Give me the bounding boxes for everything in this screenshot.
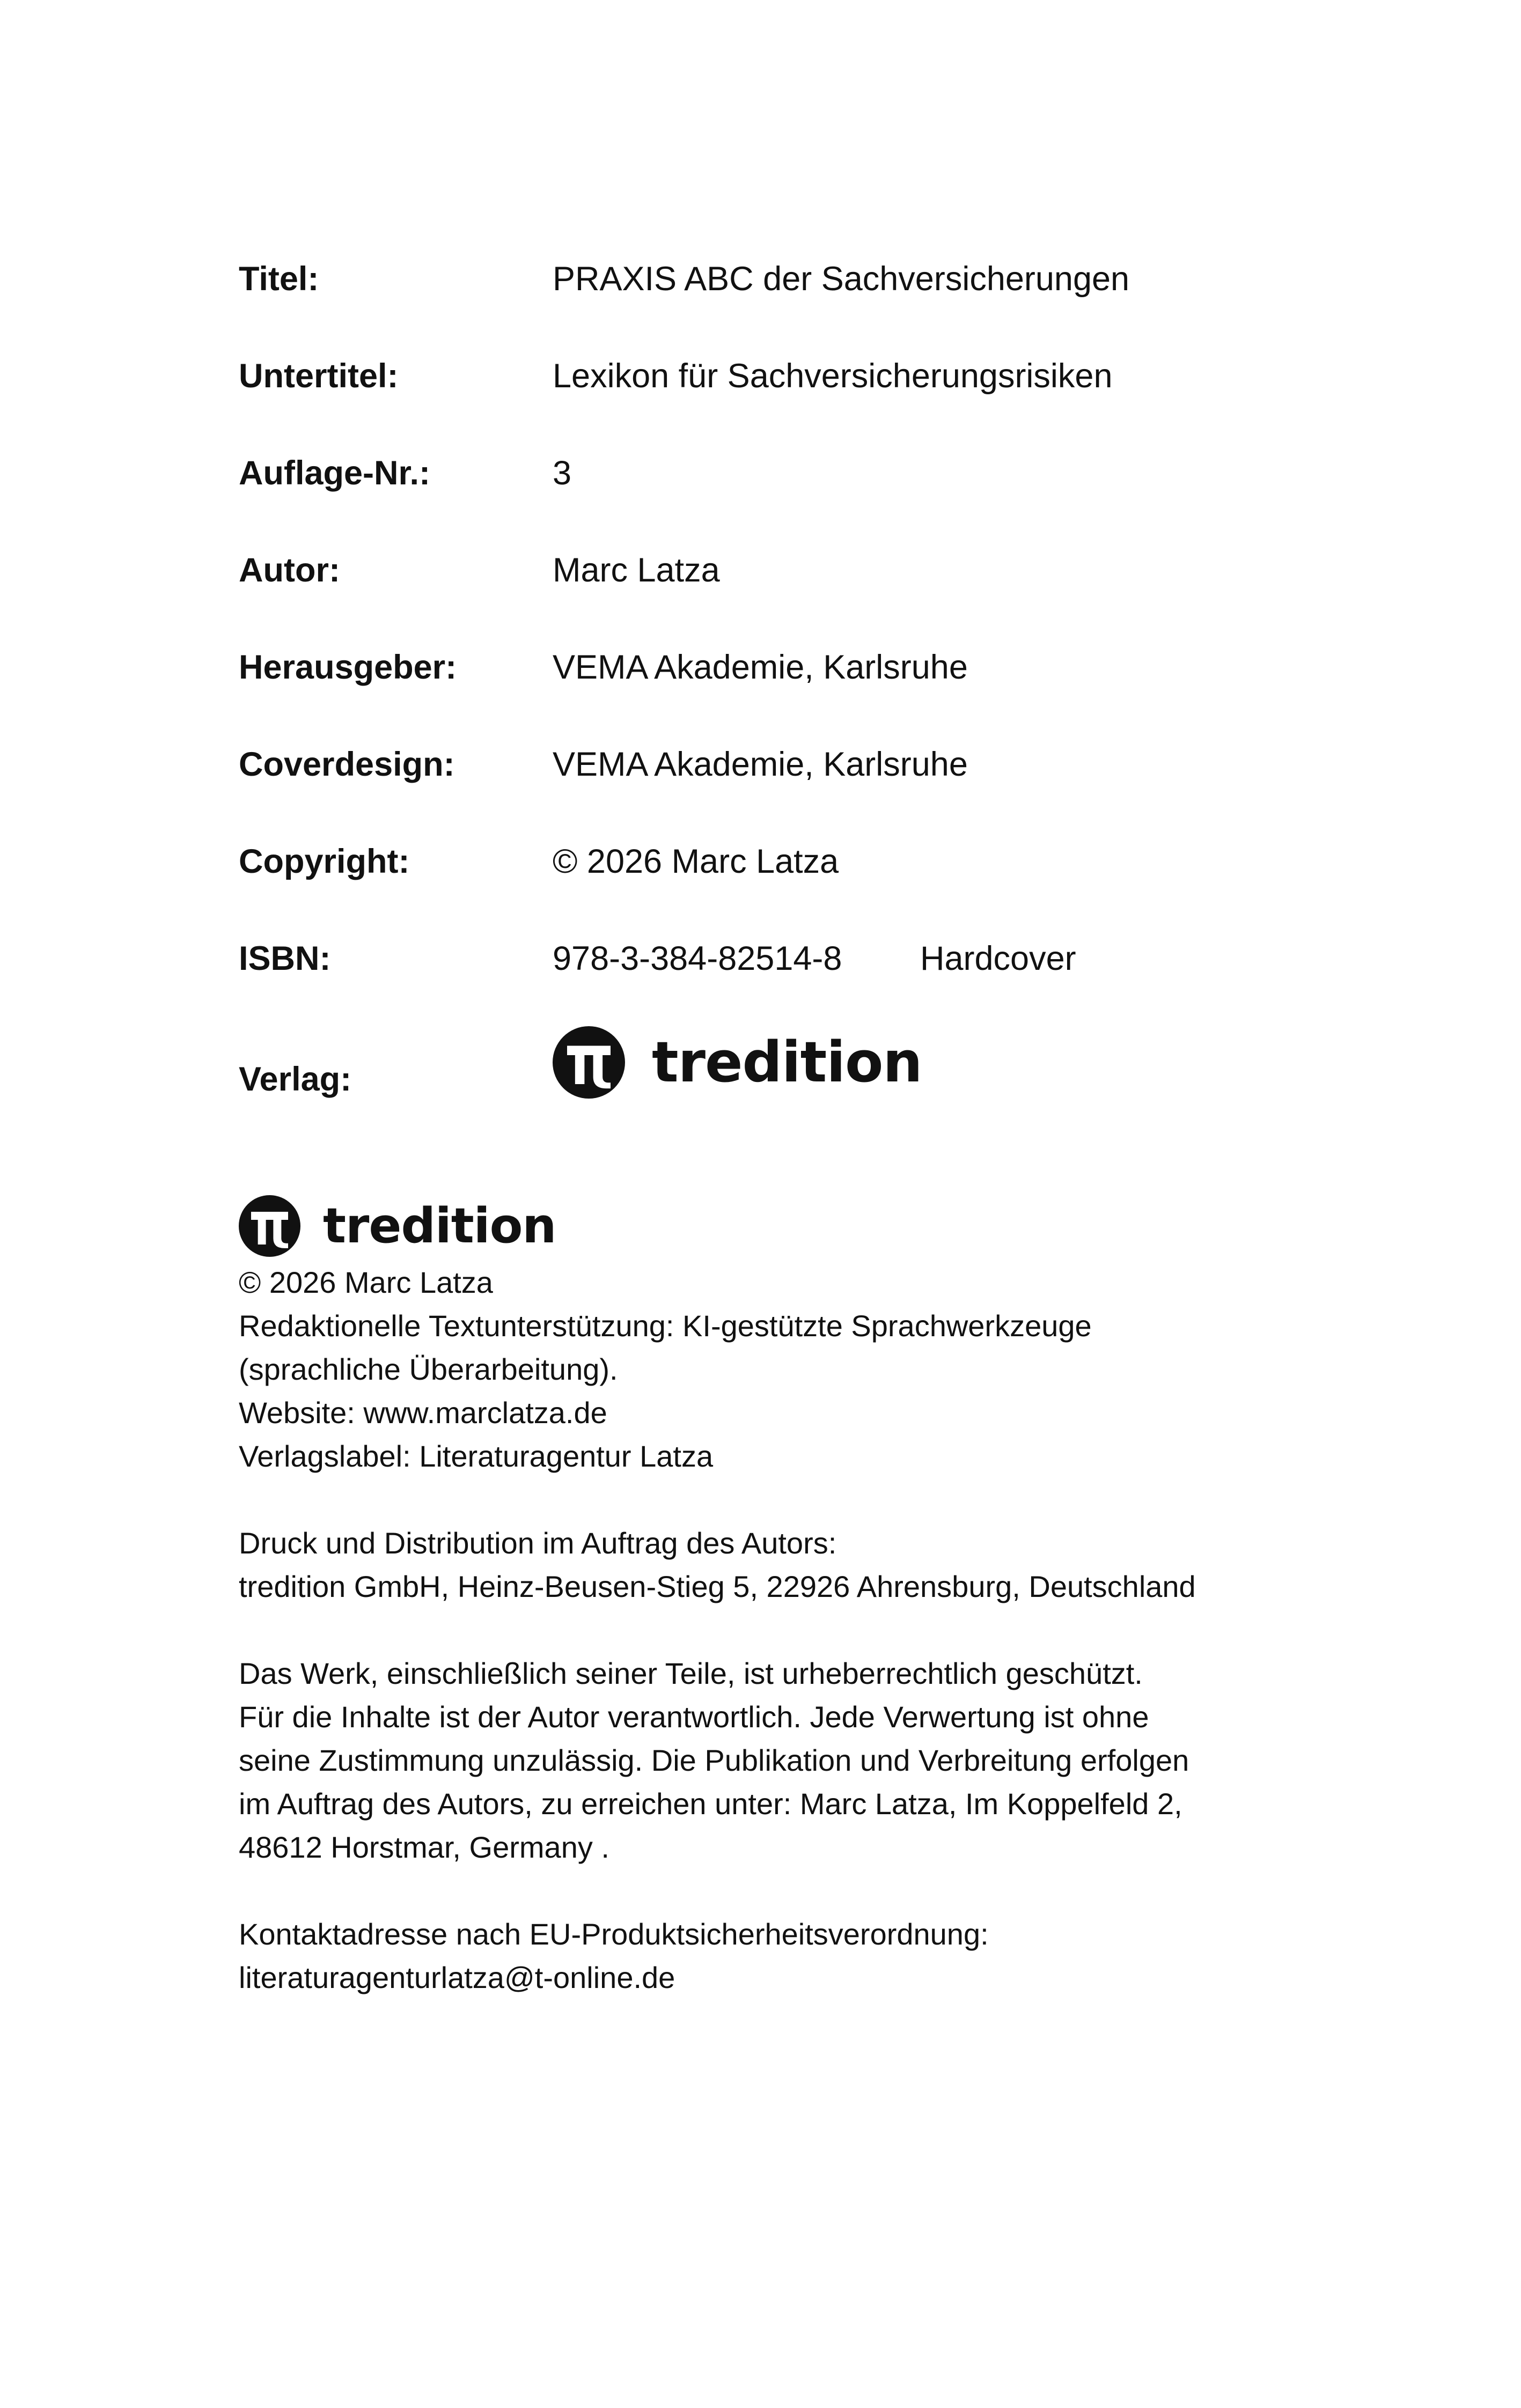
meta-row-author	[239, 541, 1312, 600]
imprint-line: Das Werk, einschließlich seiner Teile, ist urheberrechtlich geschützt.	[239, 1656, 1143, 1690]
imprint-contact-block	[239, 1912, 1312, 1999]
meta-value: 978-3-384-82514-8	[553, 940, 842, 977]
meta-value: Marc Latza	[553, 551, 720, 589]
meta-label: Verlag:	[239, 1061, 352, 1098]
meta-label: Copyright:	[239, 843, 410, 880]
imprint-line: Website: www.marclatza.de	[239, 1396, 607, 1430]
meta-label: Titel:	[239, 260, 319, 298]
imprint-line: im Auftrag des Autors, zu erreichen unter: Marc Latza, Im Koppelfeld 2,	[239, 1787, 1182, 1821]
meta-value: VEMA Akademie, Karlsruhe	[553, 649, 968, 686]
meta-value: PRAXIS ABC der Sachversicherungen	[553, 260, 1130, 298]
meta-binding-type: Hardcover	[920, 940, 1076, 977]
tredition-logo-icon	[553, 1026, 625, 1099]
imprint-line: Redaktionelle Textunterstützung: KI-gestützte Sprachwerkzeuge	[239, 1309, 1092, 1343]
meta-label: Coverdesign:	[239, 746, 455, 783]
meta-value: VEMA Akademie, Karlsruhe	[553, 746, 968, 783]
imprint-copyright-block	[239, 1261, 1312, 1478]
imprint-contact-email: literaturagenturlatza@t-online.de	[239, 1961, 675, 1994]
meta-label: Untertitel:	[239, 357, 399, 395]
meta-label: Autor:	[239, 551, 340, 589]
meta-row-editor	[239, 638, 1312, 697]
imprint-line: seine Zustimmung unzulässig. Die Publikation und Verbreitung erfolgen	[239, 1743, 1189, 1777]
imprint-line: Kontaktadresse nach EU-Produktsicherheitsverordnung:	[239, 1917, 989, 1951]
imprint-line: © 2026 Marc Latza	[239, 1265, 493, 1299]
meta-value: 3	[553, 454, 572, 492]
meta-label: Auflage-Nr.:	[239, 454, 431, 492]
meta-row-copyright	[239, 832, 1312, 891]
meta-label: ISBN:	[239, 940, 331, 977]
imprint-line: Druck und Distribution im Auftrag des Autors:	[239, 1526, 837, 1560]
meta-label: Herausgeber:	[239, 649, 457, 686]
imprint-line: Verlagslabel: Literaturagentur Latza	[239, 1439, 714, 1473]
imprint-line: Für die Inhalte ist der Autor verantwortlich. Jede Verwertung ist ohne	[239, 1700, 1149, 1734]
imprint-line: (sprachliche Überarbeitung).	[239, 1352, 618, 1386]
meta-row-edition	[239, 444, 1312, 503]
publisher-wordmark: tredition	[652, 1029, 922, 1095]
meta-row-subtitle	[239, 347, 1312, 406]
meta-row-title	[239, 249, 1312, 308]
imprint-line: 48612 Horstmar, Germany .	[239, 1830, 609, 1864]
meta-row-isbn	[239, 929, 1312, 988]
imprint-line: tredition GmbH, Heinz-Beusen-Stieg 5, 22926 Ahrensburg, Deutschland	[239, 1570, 1196, 1603]
imprint-distribution-block	[239, 1521, 1312, 1608]
meta-value: Lexikon für Sachversicherungsrisiken	[553, 357, 1113, 395]
publisher-wordmark: tredition	[323, 1197, 556, 1254]
meta-row-cover-design	[239, 735, 1312, 794]
publisher-logo	[553, 1027, 922, 1097]
publisher-logo-small	[239, 1194, 556, 1258]
meta-value: © 2026 Marc Latza	[553, 843, 839, 880]
tredition-logo-icon	[239, 1195, 300, 1257]
imprint-rights-block	[239, 1652, 1312, 1869]
